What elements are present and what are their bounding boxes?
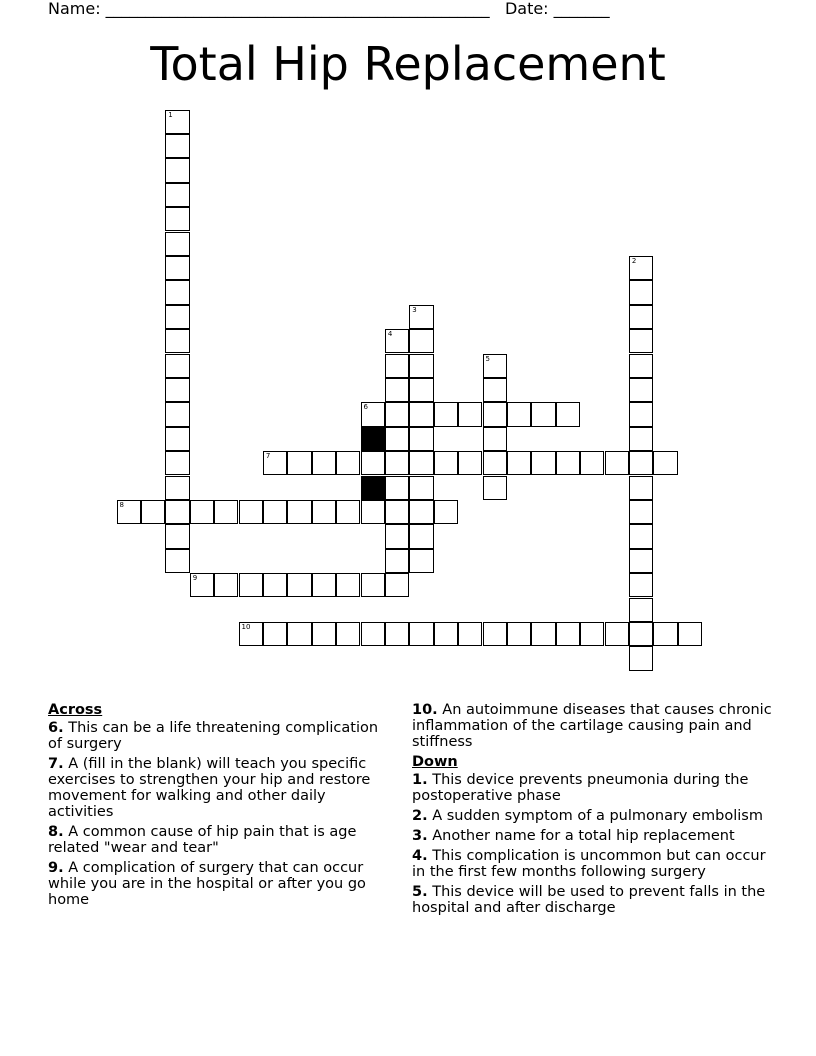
- crossword-cell[interactable]: [629, 549, 653, 573]
- crossword-cell[interactable]: [336, 573, 360, 597]
- crossword-cell[interactable]: [385, 573, 409, 597]
- crossword-cell[interactable]: [385, 329, 409, 353]
- down-heading: Down: [412, 754, 458, 770]
- crossword-cell[interactable]: [629, 354, 653, 378]
- clue-number: 10: [241, 622, 251, 631]
- crossword-cell[interactable]: [361, 451, 385, 475]
- crossword-cell[interactable]: [165, 354, 189, 378]
- crossword-cell[interactable]: [483, 378, 507, 402]
- crossword-cell[interactable]: [385, 476, 409, 500]
- crossword-cell[interactable]: [629, 280, 653, 304]
- across-clue-7: 7. A (fill in the blank) will teach you specific exercises to strengthen your hip and restore movement for walking and other daily activities: [48, 756, 371, 820]
- clue-number: 7: [265, 452, 271, 461]
- crossword-cell[interactable]: [361, 500, 385, 524]
- crossword-cell[interactable]: [165, 110, 189, 134]
- crossword-cell[interactable]: [629, 402, 653, 426]
- crossword-cell[interactable]: [312, 573, 336, 597]
- crossword-cell[interactable]: [263, 573, 287, 597]
- crossword-cell[interactable]: [653, 622, 677, 646]
- crossword-cell[interactable]: [361, 622, 385, 646]
- crossword-cell[interactable]: [483, 354, 507, 378]
- crossword-cell[interactable]: [190, 500, 214, 524]
- crossword-cell[interactable]: [458, 622, 482, 646]
- crossword-cell[interactable]: [483, 427, 507, 451]
- crossword-cell[interactable]: [165, 427, 189, 451]
- crossword-cell[interactable]: [312, 500, 336, 524]
- crossword-cell[interactable]: [385, 427, 409, 451]
- crossword-cell[interactable]: [409, 378, 433, 402]
- crossword-cell[interactable]: [165, 500, 189, 524]
- crossword-cell[interactable]: [629, 305, 653, 329]
- crossword-cell[interactable]: [165, 524, 189, 548]
- across-clue-6: 6. This can be a life threatening complication of surgery: [48, 720, 379, 752]
- clue-number: 8: [119, 500, 124, 509]
- crossword-cell[interactable]: [531, 622, 555, 646]
- crossword-cell[interactable]: [165, 207, 189, 231]
- crossword-cell[interactable]: [483, 476, 507, 500]
- across-clue-10: 10. An autoimmune diseases that causes chronic inflammation of the cartilage causing pain and stiffness: [412, 702, 772, 750]
- crossword-cell[interactable]: [605, 622, 629, 646]
- crossword-cell[interactable]: [214, 573, 238, 597]
- crossword-cell[interactable]: [409, 305, 433, 329]
- crossword-cell[interactable]: [263, 451, 287, 475]
- crossword-cell[interactable]: [409, 402, 433, 426]
- crossword-cell[interactable]: [165, 476, 189, 500]
- crossword-cell[interactable]: [336, 451, 360, 475]
- crossword-cell[interactable]: [434, 451, 458, 475]
- crossword-cell[interactable]: [214, 500, 238, 524]
- crossword-cell[interactable]: [629, 476, 653, 500]
- blocked-cell: [361, 476, 385, 500]
- crossword-cell[interactable]: [629, 256, 653, 280]
- crossword-cell[interactable]: [165, 378, 189, 402]
- down-clue-3: 3. Another name for a total hip replacement: [412, 828, 735, 844]
- crossword-cell[interactable]: [287, 622, 311, 646]
- crossword-cell[interactable]: [556, 622, 580, 646]
- crossword-cell[interactable]: [385, 622, 409, 646]
- crossword-cell[interactable]: [287, 573, 311, 597]
- crossword-cell[interactable]: [629, 427, 653, 451]
- crossword-cell[interactable]: [629, 500, 653, 524]
- crossword-cell[interactable]: [385, 378, 409, 402]
- crossword-cell[interactable]: [629, 451, 653, 475]
- crossword-cell[interactable]: [385, 451, 409, 475]
- crossword-cell[interactable]: [629, 524, 653, 548]
- clue-number: 2: [631, 256, 637, 265]
- crossword-cell[interactable]: [605, 451, 629, 475]
- crossword-cell[interactable]: [165, 329, 189, 353]
- crossword-cell[interactable]: [409, 622, 433, 646]
- crossword-cell[interactable]: [629, 598, 653, 622]
- clue-number: 4: [387, 330, 393, 339]
- crossword-cell[interactable]: [580, 622, 604, 646]
- across-clue-9: 9. A complication of surgery that can occur while you are in the hospital or after you go home: [48, 860, 366, 908]
- crossword-cell[interactable]: [580, 451, 604, 475]
- across-clue-8: 8. A common cause of hip pain that is age related "wear and tear": [48, 824, 357, 856]
- crossword-cell[interactable]: [165, 232, 189, 256]
- crossword-cell[interactable]: [336, 622, 360, 646]
- crossword-cell[interactable]: [458, 451, 482, 475]
- crossword-cell[interactable]: [165, 402, 189, 426]
- crossword-cell[interactable]: [629, 378, 653, 402]
- crossword-cell[interactable]: [165, 451, 189, 475]
- clues-right-column: [412, 702, 772, 920]
- crossword-cell[interactable]: [287, 451, 311, 475]
- down-clue-4: 4. This complication is uncommon but can occur in the first few months following surgery: [412, 848, 766, 880]
- crossword-cell[interactable]: [507, 622, 531, 646]
- crossword-cell[interactable]: [312, 451, 336, 475]
- crossword-cell[interactable]: [385, 402, 409, 426]
- crossword-cell[interactable]: [263, 622, 287, 646]
- down-clue-5: 5. This device will be used to prevent falls in the hospital and after discharge: [412, 884, 766, 916]
- crossword-cell[interactable]: [361, 402, 385, 426]
- crossword-cell[interactable]: [434, 622, 458, 646]
- clues-left-column: [48, 702, 388, 912]
- clue-number: 1: [168, 110, 173, 119]
- crossword-cell[interactable]: [287, 500, 311, 524]
- crossword-cell[interactable]: [531, 402, 555, 426]
- crossword-cell[interactable]: [165, 158, 189, 182]
- crossword-cell[interactable]: [312, 622, 336, 646]
- down-clue-2: 2. A sudden symptom of a pulmonary embolism: [412, 808, 763, 824]
- crossword-cell[interactable]: [409, 354, 433, 378]
- crossword-cell[interactable]: [385, 500, 409, 524]
- crossword-cell[interactable]: [629, 622, 653, 646]
- crossword-cell[interactable]: [385, 354, 409, 378]
- crossword-cell[interactable]: [385, 549, 409, 573]
- crossword-cell[interactable]: [458, 402, 482, 426]
- crossword-cell[interactable]: [409, 476, 433, 500]
- crossword-cell[interactable]: [507, 402, 531, 426]
- crossword-cell[interactable]: [385, 524, 409, 548]
- crossword-cell[interactable]: [239, 573, 263, 597]
- crossword-cell[interactable]: [483, 451, 507, 475]
- crossword-cell[interactable]: [653, 451, 677, 475]
- clue-number: 5: [485, 354, 490, 363]
- crossword-cell[interactable]: [507, 451, 531, 475]
- crossword-cell[interactable]: [629, 329, 653, 353]
- clue-number: 9: [192, 574, 198, 583]
- crossword-cell[interactable]: [117, 500, 141, 524]
- crossword-cell[interactable]: [336, 500, 360, 524]
- crossword-cell[interactable]: [141, 500, 165, 524]
- blocked-cell: [361, 427, 385, 451]
- crossword-cell[interactable]: [165, 549, 189, 573]
- crossword-cell[interactable]: [531, 451, 555, 475]
- crossword-cell[interactable]: [409, 427, 433, 451]
- clue-number: 6: [363, 403, 368, 412]
- page-title: Total Hip Replacement: [150, 37, 666, 91]
- clue-number: 3: [412, 305, 417, 314]
- crossword-cell[interactable]: [165, 134, 189, 158]
- crossword-cell[interactable]: [165, 183, 189, 207]
- crossword-cell[interactable]: [165, 280, 189, 304]
- crossword-cell[interactable]: [361, 573, 385, 597]
- down-clue-1: 1. This device prevents pneumonia during the postoperative phase: [412, 772, 749, 804]
- crossword-cell[interactable]: [239, 500, 263, 524]
- crossword-cell[interactable]: [239, 622, 263, 646]
- crossword-cell[interactable]: [409, 549, 433, 573]
- crossword-cell[interactable]: [409, 329, 433, 353]
- crossword-cell[interactable]: [190, 573, 214, 597]
- crossword-cell[interactable]: [165, 256, 189, 280]
- crossword-cell[interactable]: [165, 305, 189, 329]
- crossword-cell[interactable]: [483, 622, 507, 646]
- crossword-cell[interactable]: [409, 451, 433, 475]
- crossword-cell[interactable]: [483, 402, 507, 426]
- crossword-cell[interactable]: [678, 622, 702, 646]
- crossword-cell[interactable]: [629, 646, 653, 670]
- crossword-cell[interactable]: [434, 500, 458, 524]
- across-heading: Across: [48, 702, 103, 718]
- name-date-line[interactable]: Name: ________________________________________________ Date: _______: [48, 0, 610, 18]
- crossword-cell[interactable]: [409, 500, 433, 524]
- crossword-cell[interactable]: [409, 524, 433, 548]
- crossword-cell[interactable]: [629, 573, 653, 597]
- crossword-cell[interactable]: [263, 500, 287, 524]
- crossword-cell[interactable]: [556, 451, 580, 475]
- crossword-cell[interactable]: [434, 402, 458, 426]
- crossword-cell[interactable]: [556, 402, 580, 426]
